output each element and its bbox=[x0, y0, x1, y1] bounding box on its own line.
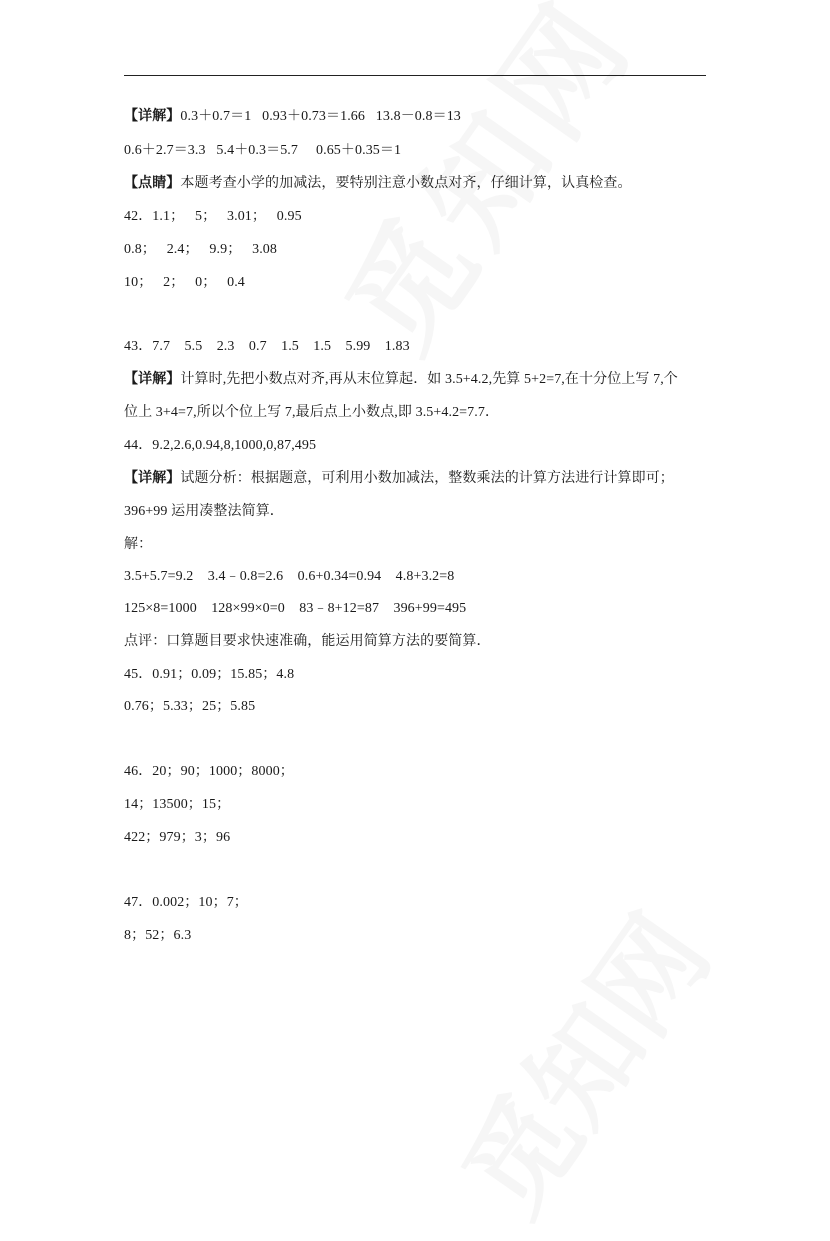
text-line: 0.76；5.33；25；5.85 bbox=[124, 699, 256, 714]
watermark-bottom bbox=[420, 880, 739, 1241]
text-line: 125×8=1000 128×99×0=0 83﹣8+12=87 396+99=495 bbox=[124, 601, 467, 616]
text-line: 8；52；6.3 bbox=[124, 928, 192, 943]
answer-47: 47．0.002；10；7； bbox=[124, 895, 248, 910]
text-line: 3.5+5.7=9.2 3.4﹣0.8=2.6 0.6+0.34=0.94 4.8+3.2=8 bbox=[124, 569, 455, 584]
header-rule bbox=[124, 75, 706, 76]
text-line: 【点睛】本题考查小学的加减法，要特别注意小数点对齐，仔细计算，认真检查。 bbox=[124, 176, 632, 191]
text-line: 10； 2； 0； 0.4 bbox=[124, 275, 245, 290]
label-tag: 【详解】 bbox=[124, 372, 181, 387]
answer-46: 46．20；90；1000；8000； bbox=[124, 764, 294, 779]
text-line: 【详解】计算时,先把小数点对齐,再从末位算起．如 3.5+4.2,先算 5+2=7,在十分位上写 7,个 bbox=[124, 372, 678, 387]
text-line: 0.6＋2.7＝3.3 5.4＋0.3＝5.7 0.65＋0.35＝1 bbox=[124, 143, 402, 158]
text-line: 422；979；3；96 bbox=[124, 830, 231, 845]
text-line: 14；13500；15； bbox=[124, 797, 231, 812]
text-line: 【详解】试题分析：根据题意，可利用小数加减法，整数乘法的计算方法进行计算即可； bbox=[124, 471, 674, 486]
answer-44: 44．9.2,2.6,0.94,8,1000,0,87,495 bbox=[124, 438, 317, 453]
answer-43: 43．7.7 5.5 2.3 0.7 1.5 1.5 5.99 1.83 bbox=[124, 339, 410, 354]
answer-45: 45．0.91；0.09；15.85；4.8 bbox=[124, 667, 295, 682]
label-tag: 【详解】 bbox=[124, 109, 181, 124]
text-line: 0.8； 2.4； 9.9； 3.08 bbox=[124, 242, 277, 257]
label-tag: 【详解】 bbox=[124, 471, 181, 486]
text-line: 位上 3+4=7,所以个位上写 7,最后点上小数点,即 3.5+4.2=7.7． bbox=[124, 405, 500, 420]
text-line: 点评：口算题目要求快速准确，能运用简算方法的要简算． bbox=[124, 634, 491, 649]
text-line: 396+99 运用凑整法简算． bbox=[124, 504, 284, 519]
text-line: 解： bbox=[124, 537, 153, 552]
answer-42: 42．1.1； 5； 3.01； 0.95 bbox=[124, 209, 302, 224]
label-tag: 【点睛】 bbox=[124, 176, 181, 191]
text-line: 【详解】0.3＋0.7＝1 0.93＋0.73＝1.66 13.8－0.8＝13 bbox=[124, 109, 461, 124]
